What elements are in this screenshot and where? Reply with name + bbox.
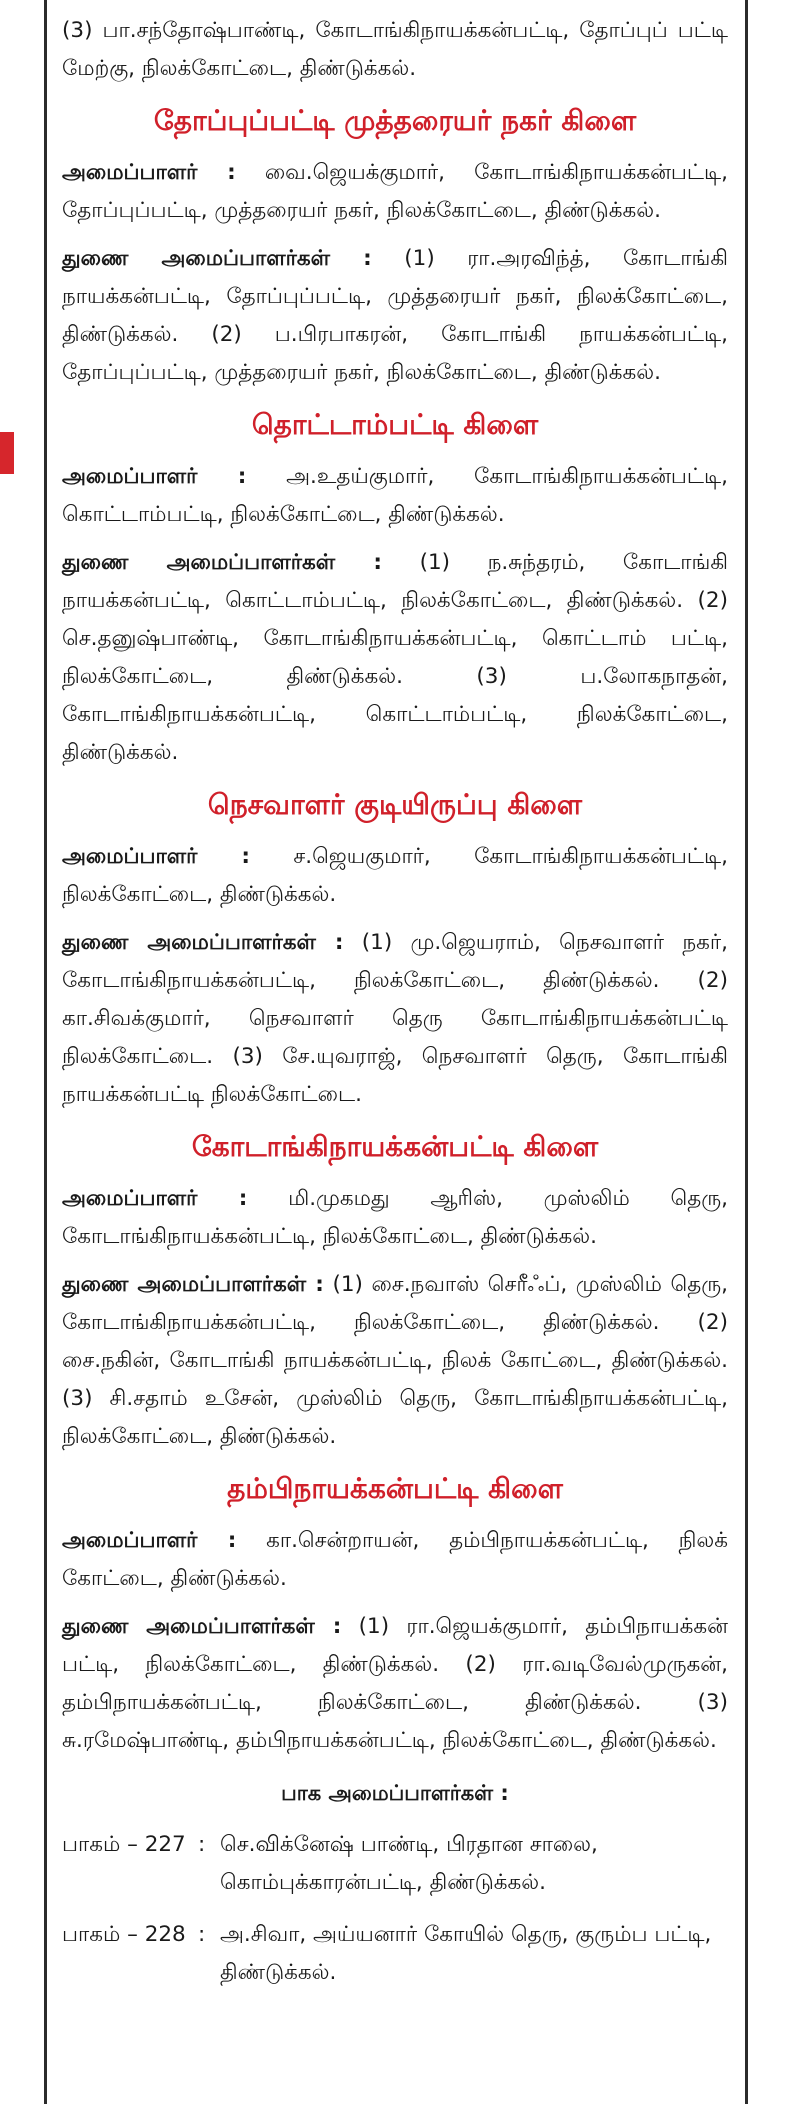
deputy-text: (1) ரா.ஜெயக்குமார், தம்பிநாயக்கன் பட்டி, நிலக்கோட்டை, திண்டுக்கல். (2) ரா.வடிவேல்முருகன், தம்பிநாயக்கன்பட்டி, நிலக்கோட்டை, திண்டுக்கல். (3) சு.ரமேஷ்பாண்டி, தம்பிநாயக்கன்பட்டி, நிலக்கோட்டை, திண்டுக்கல். <box>62 1614 728 1753</box>
branch-title: நெசவாளர் குடியிருப்பு கிளை <box>207 788 583 821</box>
deputy-entry <box>62 1608 728 1760</box>
organizer-text: கா.சென்றாயன், தம்பிநாயக்கன்பட்டி, நிலக் கோட்டை, திண்டுக்கல். <box>62 1528 728 1591</box>
ward-number: பாகம் – 227 <box>62 1832 186 1857</box>
left-column-edge <box>0 0 47 2104</box>
ward-row <box>62 1916 728 1992</box>
organizer-entry <box>62 458 728 534</box>
organizer-label: அமைப்பாளர் : <box>62 464 247 489</box>
organizer-entry <box>62 1522 728 1598</box>
ward-separator: : <box>198 1922 206 1947</box>
ward-organizer-text: அ.சிவா, அய்யனார் கோயில் தெரு, குரும்ப பட்டி, திண்டுக்கல். <box>220 1922 712 1985</box>
organizer-label: அமைப்பாளர் : <box>62 1186 248 1211</box>
organizer-label: அமைப்பாளர் : <box>62 160 236 185</box>
ward-separator: : <box>198 1832 206 1857</box>
deputy-label: துணை அமைப்பாளர்கள் : <box>62 1614 342 1639</box>
deputy-text: (1) சை.நவாஸ் செரீஃப், முஸ்லிம் தெரு, கோடாங்கிநாயக்கன்பட்டி, நிலக்கோட்டை, திண்டுக்கல். (2) சை.நகின், கோடாங்கி நாயக்கன்பட்டி, நிலக் கோட்டை, திண்டுக்கல். (3) சி.சதாம் உசேன், முஸ்லிம் தெரு, கோடாங்கிநாயக்கன்பட்டி, நிலக்கோட்டை, திண்டுக்கல். <box>62 1272 728 1449</box>
article-body <box>62 12 728 2006</box>
deputy-label: துணை அமைப்பாளர்கள் : <box>62 930 344 955</box>
deputy-text: (1) மு.ஜெயராம், நெசவாளர் நகர், கோடாங்கிநாயக்கன்பட்டி, நிலக்கோட்டை, திண்டுக்கல். (2) கா.சிவக்குமார், நெசவாளர் தெரு கோடாங்கிநாயக்கன்பட்டி நிலக்கோட்டை. (3) சே.யுவராஜ், நெசவாளர் தெரு, கோடாங்கி நாயக்கன்பட்டி நிலக்கோட்டை. <box>62 930 728 1107</box>
branch-title: கோடாங்கிநாயக்கன்பட்டி கிளை <box>191 1130 599 1163</box>
organizer-text: மி.முகமது ஆரிஸ், முஸ்லிம் தெரு, கோடாங்கிநாயக்கன்பட்டி, நிலக்கோட்டை, திண்டுக்கல். <box>62 1186 728 1249</box>
organizer-entry <box>62 154 728 230</box>
organizer-text: ச.ஜெயகுமார், கோடாங்கிநாயக்கன்பட்டி, நிலக்கோட்டை, திண்டுக்கல். <box>62 844 728 907</box>
branch-section <box>62 98 728 392</box>
deputy-text: (1) ந.சுந்தரம், கோடாங்கி நாயக்கன்பட்டி, கொட்டாம்பட்டி, நிலக்கோட்டை, திண்டுக்கல். (2) செ.தனுஷ்பாண்டி, கோடாங்கிநாயக்கன்பட்டி, கொட்டாம் பட்டி, நிலக்கோட்டை, திண்டுக்கல். (3) ப.லோகநாதன், கோடாங்கிநாயக்கன்பட்டி, கொட்டாம்பட்டி, நிலக்கோட்டை, திண்டுக்கல். <box>62 550 728 765</box>
continued-entry: (3) பா.சந்தோஷ்பாண்டி, கோடாங்கிநாயக்கன்பட்டி, தோப்புப் பட்டி மேற்கு, நிலக்கோட்டை, திண்டுக்கல். <box>62 18 728 81</box>
deputy-entry <box>62 240 728 392</box>
ward-organizer-text: செ.விக்னேஷ் பாண்டி, பிரதான சாலை, கொம்புக்காரன்பட்டி, திண்டுக்கல். <box>220 1832 598 1895</box>
branch-title: தொட்டாம்பட்டி கிளை <box>251 408 539 441</box>
deputy-text: (1) ரா.அரவிந்த், கோடாங்கி நாயக்கன்பட்டி, தோப்புப்பட்டி, முத்தரையர் நகர், நிலக்கோட்டை, திண்டுக்கல். (2) ப.பிரபாகரன், கோடாங்கி நாயக்கன்பட்டி, தோப்புப்பட்டி, முத்தரையர் நகர், நிலக்கோட்டை, திண்டுக்கல். <box>62 246 728 385</box>
right-column-edge <box>745 0 800 2104</box>
deputy-label: துணை அமைப்பாளர்கள் : <box>62 1272 324 1297</box>
ward-number: பாகம் – 228 <box>62 1922 186 1947</box>
branch-section <box>62 1124 728 1456</box>
ward-organizers-heading: பாக அமைப்பாளர்கள் : <box>281 1781 509 1805</box>
branch-title: தோப்புப்பட்டி முத்தரையர் நகர் கிளை <box>153 104 637 137</box>
deputy-label: துணை அமைப்பாளர்கள் : <box>62 550 382 575</box>
branch-section <box>62 402 728 772</box>
organizer-text: அ.உதய்குமார், கோடாங்கிநாயக்கன்பட்டி, கொட்டாம்பட்டி, நிலக்கோட்டை, திண்டுக்கல். <box>62 464 728 527</box>
organizer-label: அமைப்பாளர் : <box>62 1528 237 1553</box>
organizer-entry <box>62 1180 728 1256</box>
branch-section <box>62 782 728 1114</box>
branch-section <box>62 1466 728 1760</box>
ward-row <box>62 1826 728 1902</box>
deputy-entry <box>62 1266 728 1456</box>
deputy-entry <box>62 924 728 1114</box>
organizer-text: வை.ஜெயக்குமார், கோடாங்கிநாயக்கன்பட்டி, தோப்புப்பட்டி, முத்தரையர் நகர், நிலக்கோட்டை, திண்டுக்கல். <box>62 160 728 223</box>
organizer-label: அமைப்பாளர் : <box>62 844 250 869</box>
branch-title: தம்பிநாயக்கன்பட்டி கிளை <box>227 1472 563 1505</box>
red-column-marker <box>0 432 14 474</box>
organizer-entry <box>62 838 728 914</box>
deputy-label: துணை அமைப்பாளர்கள் : <box>62 246 372 271</box>
deputy-entry <box>62 544 728 772</box>
